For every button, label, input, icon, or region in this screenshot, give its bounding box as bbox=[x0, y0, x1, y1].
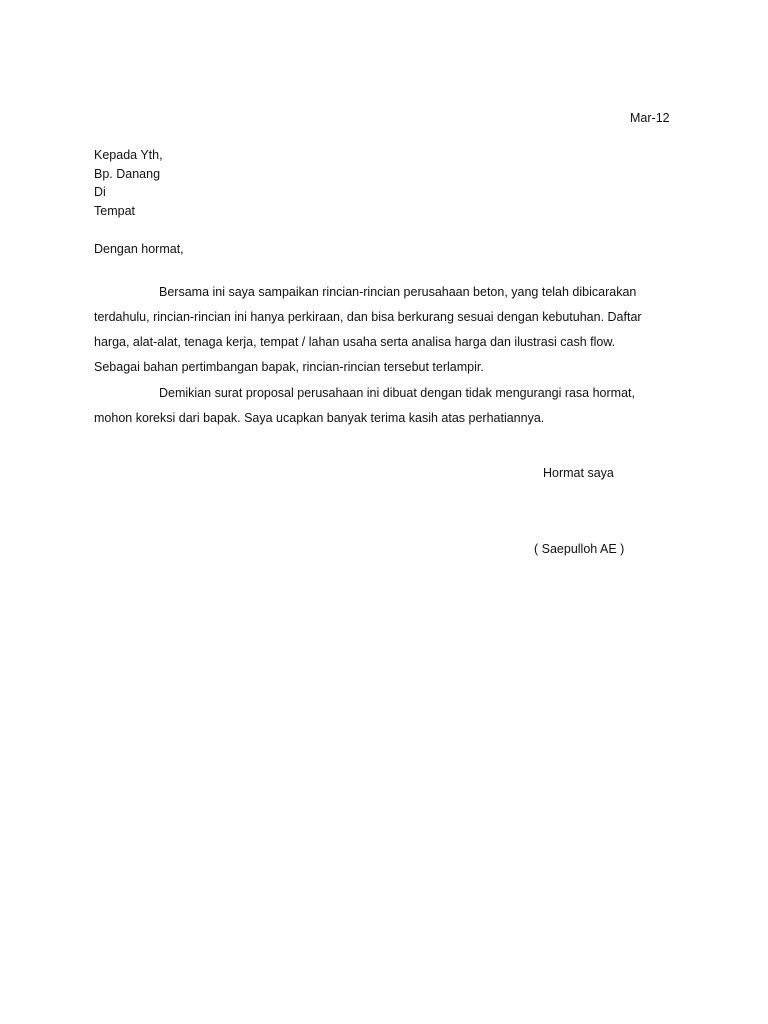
paragraph-line: harga, alat-alat, tenaga kerja, tempat / lahan usaha serta analisa harga dan ilustrasi cash flow. bbox=[94, 335, 616, 349]
paragraph-line: terdahulu, rincian-rincian ini hanya perkiraan, dan bisa berkurang sesuai dengan kebutuhan. Daftar bbox=[94, 310, 642, 324]
signature-name: ( Saepulloh AE ) bbox=[534, 542, 625, 556]
paragraph-line: Demikian surat proposal perusahaan ini dibuat dengan tidak mengurangi rasa hormat, bbox=[159, 386, 635, 400]
recipient-line-4: Tempat bbox=[94, 204, 135, 218]
letter-date: Mar-12 bbox=[630, 111, 670, 125]
body-paragraph-2 bbox=[94, 385, 674, 435]
recipient-line-1: Kepada Yth, bbox=[94, 148, 163, 162]
greeting: Dengan hormat, bbox=[94, 242, 184, 256]
paragraph-line: Sebagai bahan pertimbangan bapak, rincian-rincian tersebut terlampir. bbox=[94, 360, 484, 374]
body-paragraph-1 bbox=[94, 284, 674, 384]
recipient-line-2: Bp. Danang bbox=[94, 167, 161, 181]
paragraph-line: Bersama ini saya sampaikan rincian-rincian perusahaan beton, yang telah dibicarakan bbox=[159, 285, 637, 299]
paragraph-line: mohon koreksi dari bapak. Saya ucapkan banyak terima kasih atas perhatiannya. bbox=[94, 411, 545, 425]
closing: Hormat saya bbox=[543, 466, 614, 480]
recipient-line-3: Di bbox=[94, 185, 106, 199]
